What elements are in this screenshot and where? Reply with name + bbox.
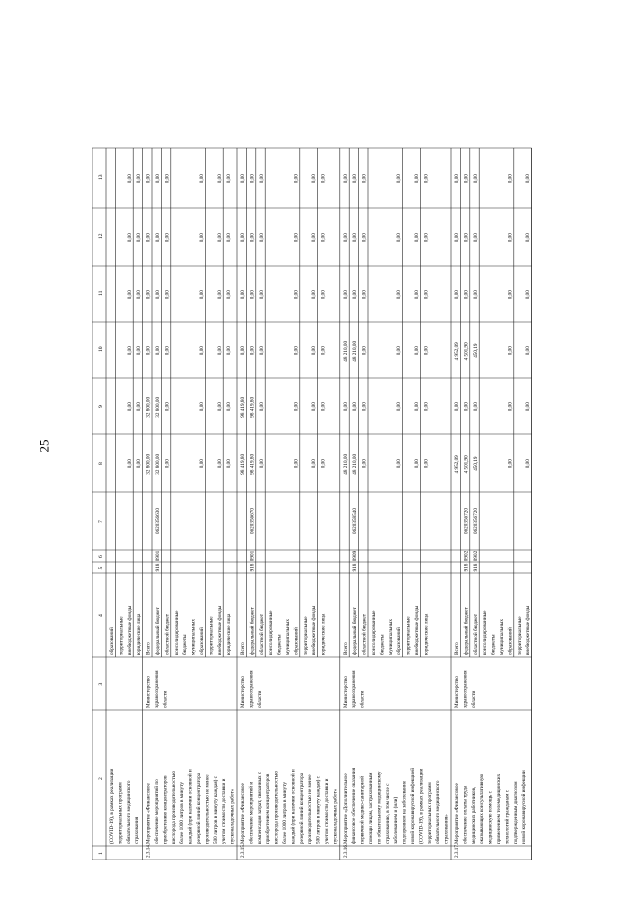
row-name-line: (COVID-19), в рамках реализации xyxy=(109,768,115,844)
funding-source-line: территориальные xyxy=(516,616,523,655)
value-cell: 0,00 xyxy=(525,402,532,412)
budget-table xyxy=(92,48,613,860)
value-cell: 0,00 xyxy=(525,459,532,469)
value-cell: 32 800,00 xyxy=(155,396,161,418)
value-cell: 0,00 xyxy=(199,402,205,412)
row-name-line: резервной линий концентратора xyxy=(196,772,202,844)
value-cell: 0620356630 xyxy=(155,508,161,534)
row-name-line: 500 литров в минуту каждая) с xyxy=(212,776,219,844)
value-cell: 0,00 xyxy=(199,233,205,243)
value-cell: 0,00 xyxy=(199,459,205,469)
row-name-line: пусконаладочных работ» xyxy=(229,788,236,844)
funding-source-line: бюджеты xyxy=(276,634,283,655)
value-cell: 0,00 xyxy=(414,402,420,412)
row-name-line: кислорода производительностью xyxy=(170,771,177,844)
row-executor-line: Министерство xyxy=(240,676,246,708)
value-cell: 0,00 xyxy=(423,346,430,356)
funding-source-line: внебюджетные фонды xyxy=(414,605,420,655)
value-cell: 0,00 xyxy=(136,174,143,184)
value-cell: 0,00 xyxy=(352,174,359,184)
row-name-line: обеспечение мероприятий по xyxy=(154,779,160,844)
row-name-line: обеспечение мероприятий и xyxy=(248,781,255,844)
row-executor-line: здравоохранения xyxy=(154,670,160,708)
value-cell: 0,00 xyxy=(199,290,205,300)
row-executor-line: здравоохранения xyxy=(462,670,469,708)
row-number: 2.3.15. xyxy=(240,843,246,858)
column-number: 9 xyxy=(98,405,104,408)
funding-source-line: внебюджетные фонды xyxy=(311,605,318,655)
value-cell: 0,00 xyxy=(164,459,171,469)
funding-source-line: территориальные xyxy=(118,616,125,655)
value-cell: 0,00 xyxy=(423,290,430,300)
value-cell: 0,00 xyxy=(226,402,233,412)
value-cell: 0,00 xyxy=(342,290,349,300)
funding-source-line: образований xyxy=(199,627,205,655)
column-number: 7 xyxy=(98,520,104,523)
value-cell: 0,00 xyxy=(472,233,479,243)
row-name-line: медицинскую помощь с xyxy=(487,791,494,844)
funding-source-line: внебюджетные фонды xyxy=(126,605,133,655)
value-cell: 0,00 xyxy=(320,346,327,356)
row-executor-line: области xyxy=(359,690,366,708)
value-cell: 0,00 xyxy=(164,346,171,356)
funding-source-line: образований xyxy=(109,627,115,655)
funding-source-line: Всего xyxy=(145,642,152,655)
value-cell: 0,00 xyxy=(258,233,265,243)
column-number: 1 xyxy=(98,852,104,855)
funding-source-line: территориальные xyxy=(208,616,215,655)
value-cell: 0,00 xyxy=(226,233,233,243)
value-cell: 0,00 xyxy=(145,174,152,184)
row-name-line: каждый (при наличии основной и xyxy=(187,769,194,844)
funding-source-line: муниципальных xyxy=(499,619,505,655)
value-cell: 0,00 xyxy=(454,402,460,412)
value-cell: 0,00 xyxy=(396,459,403,469)
value-cell: 0,00 xyxy=(126,346,133,356)
value-cell: 0,00 xyxy=(311,290,318,300)
row-name-line: территориальных программ xyxy=(426,782,433,844)
value-cell: 0,00 xyxy=(164,174,171,184)
value-cell: 450,19 xyxy=(472,343,479,358)
value-cell: 0,00 xyxy=(320,402,327,412)
funding-source-line: бюджеты xyxy=(182,634,189,655)
row-name-line: Мероприятие «Финансовое xyxy=(454,783,460,844)
value-cell: 32 800,00 xyxy=(145,453,152,475)
value-cell: 98 419,80 xyxy=(240,453,246,475)
value-cell: 0,00 xyxy=(423,459,430,469)
funding-source-line: областной бюджет xyxy=(258,614,265,655)
value-cell: 0,00 xyxy=(293,233,300,243)
value-cell: 0,00 xyxy=(226,174,233,184)
value-cell: 918 xyxy=(249,563,256,572)
row-name-line: производительностью не менее xyxy=(307,774,314,844)
value-cell: 0,00 xyxy=(396,174,403,184)
funding-source-line: образований xyxy=(396,627,403,655)
value-cell: 0,00 xyxy=(507,346,514,356)
column-number: 6 xyxy=(98,555,104,558)
row-name-line: технологий гражданам с xyxy=(504,789,511,844)
value-cell: 0,00 xyxy=(216,174,223,184)
value-cell: 32 800,00 xyxy=(155,453,161,475)
value-cell: 0,00 xyxy=(414,459,420,469)
value-cell: 0,00 xyxy=(507,233,514,243)
funding-source-line: консолидированные xyxy=(482,610,489,655)
value-cell: 0,00 xyxy=(361,346,368,356)
value-cell: 0901 xyxy=(155,550,161,562)
column-number: 4 xyxy=(98,614,104,617)
row-name-line: финансовое обеспечение оказания xyxy=(351,767,358,844)
value-cell: 0,00 xyxy=(293,402,300,412)
value-cell: 0,00 xyxy=(136,290,143,300)
funding-source-line: внебюджетные фонды xyxy=(216,605,223,655)
row-executor-line: области xyxy=(256,690,263,708)
value-cell: 4 952,09 xyxy=(454,455,460,474)
value-cell: 0,00 xyxy=(463,174,470,184)
value-cell: 0,00 xyxy=(352,402,359,412)
value-cell: 0,00 xyxy=(423,174,430,184)
funding-source-line: областной бюджет xyxy=(472,614,479,655)
value-cell: 0,00 xyxy=(216,459,223,469)
value-cell: 0,00 xyxy=(258,346,265,356)
value-cell: 0,00 xyxy=(361,402,368,412)
value-cell: 0,00 xyxy=(507,459,514,469)
value-cell: 0620356670 xyxy=(249,508,256,534)
page-number: 25 xyxy=(36,439,52,453)
column-number: 12 xyxy=(98,233,104,239)
value-cell: 0,00 xyxy=(164,402,171,412)
value-cell: 0620356720 xyxy=(472,508,479,534)
column-number: 8 xyxy=(98,462,104,465)
value-cell: 0,00 xyxy=(352,233,359,243)
value-cell: 0,00 xyxy=(136,459,143,469)
value-cell: 0,00 xyxy=(216,402,223,412)
value-cell: 0,00 xyxy=(525,290,532,300)
row-name-line: страхования» xyxy=(443,814,450,844)
value-cell: 0,00 xyxy=(311,346,318,356)
funding-source-line: образований xyxy=(507,627,514,655)
row-name-line: пусконаладочных работ» xyxy=(332,788,339,844)
row-name-line: кислорода производительностью xyxy=(273,771,280,844)
value-cell: 48 210,00 xyxy=(352,340,359,362)
value-cell: 0,00 xyxy=(311,459,318,469)
value-cell: 0620358540 xyxy=(352,508,359,534)
value-cell: 0,00 xyxy=(423,402,430,412)
row-name-line: производительностью не менее xyxy=(204,774,211,844)
value-cell: 0,00 xyxy=(472,174,479,184)
value-cell: 0,00 xyxy=(145,346,152,356)
value-cell: 0902 xyxy=(472,550,479,562)
funding-source-line: образований xyxy=(293,627,300,655)
row-name-line: (COVID-19), в рамках реализации xyxy=(418,768,425,844)
funding-source-line: бюджеты xyxy=(490,634,497,655)
row-name-line: Мероприятие «Дополнительное xyxy=(342,773,349,844)
value-cell: 0,00 xyxy=(126,174,133,184)
value-cell: 0,00 xyxy=(454,174,460,184)
value-cell: 0,00 xyxy=(320,174,327,184)
value-cell: 0,00 xyxy=(454,233,460,243)
column-number: 3 xyxy=(98,682,104,686)
value-cell: 0,00 xyxy=(199,174,205,184)
value-cell: 0,00 xyxy=(361,459,368,469)
value-cell: 0,00 xyxy=(126,290,133,300)
row-executor-line: Министерство xyxy=(342,676,349,708)
row-name-line: первичной медико-санитарной xyxy=(359,775,366,844)
value-cell: 0,00 xyxy=(463,402,470,412)
value-cell: 0,00 xyxy=(361,233,368,243)
row-name-line: Мероприятие «Финансовое xyxy=(240,783,246,844)
value-cell: 98 419,80 xyxy=(240,396,246,418)
column-number: 10 xyxy=(98,346,104,352)
value-cell: 0,00 xyxy=(525,174,532,184)
row-name-line: помощи лицам, застрахованным xyxy=(368,772,374,844)
value-cell: 0,00 xyxy=(293,459,300,469)
row-name-line: заболеванием и (или) xyxy=(393,796,400,844)
funding-source-line: юридические лица xyxy=(136,613,143,655)
value-cell: 0,00 xyxy=(226,290,233,300)
column-number: 2 xyxy=(98,777,104,780)
value-cell: 0,00 xyxy=(396,290,403,300)
value-cell: 0,00 xyxy=(249,174,256,184)
funding-source-line: муниципальных xyxy=(190,619,197,655)
value-cell: 0,00 xyxy=(507,402,514,412)
value-cell: 0,00 xyxy=(136,402,143,412)
funding-source-line: муниципальных xyxy=(285,619,291,655)
value-cell: 0901 xyxy=(249,550,256,562)
value-cell: 0,00 xyxy=(525,346,532,356)
value-cell: 0,00 xyxy=(396,346,403,356)
funding-source-line: юридические лица xyxy=(320,613,327,655)
value-cell: 0,00 xyxy=(164,290,171,300)
value-cell: 0,00 xyxy=(126,459,133,469)
row-name-line: подозрением на заболевание xyxy=(401,780,408,844)
value-cell: 0,00 xyxy=(293,174,300,184)
row-executor-line: области xyxy=(470,690,477,708)
funding-source-line: консолидированные xyxy=(371,610,377,655)
row-name-line: страхованию, в том числе с xyxy=(384,783,391,844)
value-cell: 0,00 xyxy=(472,402,479,412)
row-number: 2.3.16. xyxy=(342,843,349,858)
value-cell: 32 800,00 xyxy=(145,396,152,418)
value-cell: 0,00 xyxy=(249,233,256,243)
row-name-line: каждый (при наличии основной и xyxy=(290,769,297,844)
row-name-line: обязательного медицинского xyxy=(125,780,132,844)
value-cell: 918 xyxy=(352,563,359,572)
funding-source-line: внебюджетные фонды xyxy=(525,605,532,655)
value-cell: 0,00 xyxy=(320,290,327,300)
value-cell: 0,00 xyxy=(454,290,460,300)
funding-source-line: федеральный бюджет xyxy=(155,607,161,655)
row-name-line: страхования xyxy=(134,816,141,844)
value-cell: 0,00 xyxy=(396,233,403,243)
row-executor-line: Министерство xyxy=(145,676,152,708)
row-name-line: учетом стоимости доставки и xyxy=(324,778,330,844)
value-cell: 4 501,90 xyxy=(463,455,470,474)
value-cell: 98 419,80 xyxy=(249,396,256,418)
value-cell: 0,00 xyxy=(293,346,300,356)
value-cell: 0,00 xyxy=(463,290,470,300)
value-cell: 0,00 xyxy=(414,290,420,300)
funding-source-line: федеральный бюджет xyxy=(352,607,359,655)
value-cell: 4 501,90 xyxy=(463,342,470,361)
value-cell: 0,00 xyxy=(352,290,359,300)
value-cell: 0,00 xyxy=(293,290,300,300)
value-cell: 0,00 xyxy=(342,233,349,243)
row-name-line: резервной линий концентратора xyxy=(298,772,305,844)
value-cell: 0,00 xyxy=(414,346,420,356)
value-cell: 4 952,09 xyxy=(454,342,460,361)
row-name-line: оказывающих консультативную xyxy=(479,773,486,844)
row-name-line: приобретению концентраторов xyxy=(162,775,169,844)
row-name-line: подтвержденным диагнозом xyxy=(512,781,519,844)
value-cell: 0,00 xyxy=(507,290,514,300)
row-name-line: медицинских работников, xyxy=(470,786,477,844)
funding-source-line: консолидированные xyxy=(173,610,180,655)
value-cell: 0,00 xyxy=(249,290,256,300)
value-cell: 0,00 xyxy=(249,346,256,356)
funding-source-line: юридические лица xyxy=(423,613,430,655)
row-name-line: компенсация затрат, связанных с xyxy=(256,771,263,844)
value-cell: 0,00 xyxy=(414,233,420,243)
funding-source-line: Всего xyxy=(342,642,349,655)
value-cell: 0,00 xyxy=(240,290,246,300)
value-cell: 0909 xyxy=(352,550,359,562)
value-cell: 0,00 xyxy=(507,174,514,184)
value-cell: 0,00 xyxy=(240,174,246,184)
value-cell: 0902 xyxy=(463,550,470,562)
row-name-line: более 1000 литров в минуту xyxy=(282,782,288,844)
row-name-line: обязательного медицинского xyxy=(435,780,442,844)
value-cell: 0,00 xyxy=(216,290,223,300)
value-cell: 48 210,00 xyxy=(342,453,349,475)
funding-source-line: территориальные xyxy=(405,616,412,655)
funding-source-line: юридические лица xyxy=(226,613,233,655)
funding-source-line: Всего xyxy=(240,642,246,655)
row-name-line: территориальных программ xyxy=(117,782,124,844)
row-name-line: приобретением концентраторов xyxy=(265,773,272,844)
value-cell: 0,00 xyxy=(396,402,403,412)
row-number: 2.3.14. xyxy=(145,843,152,858)
value-cell: 0,00 xyxy=(226,346,233,356)
value-cell: 0,00 xyxy=(155,290,161,300)
value-cell: 0,00 xyxy=(136,233,143,243)
row-executor-line: здравоохранения xyxy=(248,670,255,708)
row-executor-line: области xyxy=(162,690,169,708)
value-cell: 0,00 xyxy=(216,346,223,356)
row-executor-line: здравоохранения xyxy=(351,670,358,708)
row-name-line: Мероприятие «Финансовое xyxy=(145,783,152,844)
value-cell: 0,00 xyxy=(361,174,368,184)
value-cell: 0,00 xyxy=(155,346,161,356)
value-cell: 0,00 xyxy=(311,402,318,412)
value-cell: 0620356720 xyxy=(463,508,470,534)
funding-source-line: консолидированные xyxy=(268,610,275,655)
funding-source-line: муниципальных xyxy=(387,619,394,655)
value-cell: 0,00 xyxy=(199,346,205,356)
row-name-line: более 1000 литров в минуту xyxy=(179,782,186,844)
value-cell: 0,00 xyxy=(342,174,349,184)
value-cell: 0,00 xyxy=(463,233,470,243)
value-cell: 0,00 xyxy=(258,174,265,184)
value-cell: 0,00 xyxy=(423,233,430,243)
value-cell: 0,00 xyxy=(126,402,133,412)
value-cell: 48 210,00 xyxy=(342,340,349,362)
funding-source-line: территориальные xyxy=(302,616,309,655)
value-cell: 0,00 xyxy=(126,233,133,243)
funding-source-line: федеральный бюджет xyxy=(463,607,470,655)
value-cell: 0,00 xyxy=(155,174,161,184)
funding-source-line: областной бюджет xyxy=(164,614,171,655)
value-cell: 0,00 xyxy=(311,174,318,184)
value-cell: 0,00 xyxy=(258,290,265,300)
value-cell: 0,00 xyxy=(155,233,161,243)
value-cell: 0,00 xyxy=(240,346,246,356)
value-cell: 0,00 xyxy=(258,459,265,469)
value-cell: 0,00 xyxy=(145,290,152,300)
value-cell: 918 xyxy=(463,563,470,572)
value-cell: 0,00 xyxy=(320,233,327,243)
value-cell: 0,00 xyxy=(145,233,152,243)
value-cell: 48 210,00 xyxy=(352,453,359,475)
value-cell: 0,00 xyxy=(311,233,318,243)
value-cell: 98 419,80 xyxy=(249,453,256,475)
row-name-line: учетом стоимости доставки и xyxy=(221,778,228,844)
funding-source-line: областной бюджет xyxy=(361,614,368,655)
funding-source-line: Всего xyxy=(454,642,460,655)
row-name-line: обеспечение оплаты труда xyxy=(462,785,469,844)
value-cell: 0,00 xyxy=(216,233,223,243)
value-cell: 0,00 xyxy=(226,459,233,469)
value-cell: 0,00 xyxy=(136,346,143,356)
value-cell: 0,00 xyxy=(342,402,349,412)
value-cell: 0,00 xyxy=(472,290,479,300)
row-name-line: новой коронавирусной инфекцией xyxy=(410,767,416,844)
row-executor-line: Министерство xyxy=(454,676,460,708)
row-name-line: 500 литров в минуту каждая) с xyxy=(315,776,322,844)
column-number: 5 xyxy=(98,566,104,570)
column-number: 13 xyxy=(98,174,104,180)
row-name-line: по обязательному медицинскому xyxy=(376,771,383,844)
funding-source-line: федеральный бюджет xyxy=(249,607,256,655)
value-cell: 0,00 xyxy=(258,402,265,412)
value-cell: 450,19 xyxy=(472,456,479,471)
value-cell: 0,00 xyxy=(240,233,246,243)
column-number: 11 xyxy=(98,290,104,296)
row-number: 2.3.17. xyxy=(454,843,460,858)
value-cell: 0,00 xyxy=(525,233,532,243)
row-name-line: применением телемедицинских xyxy=(496,773,502,844)
row-name-line: новой коронавирусной инфекции xyxy=(521,770,528,844)
funding-source-line: бюджеты xyxy=(379,634,386,655)
value-cell: 918 xyxy=(472,563,479,572)
value-cell: 0,00 xyxy=(320,459,327,469)
value-cell: 918 xyxy=(155,563,161,572)
value-cell: 0,00 xyxy=(361,290,368,300)
value-cell: 0,00 xyxy=(414,174,420,184)
value-cell: 0,00 xyxy=(164,233,171,243)
